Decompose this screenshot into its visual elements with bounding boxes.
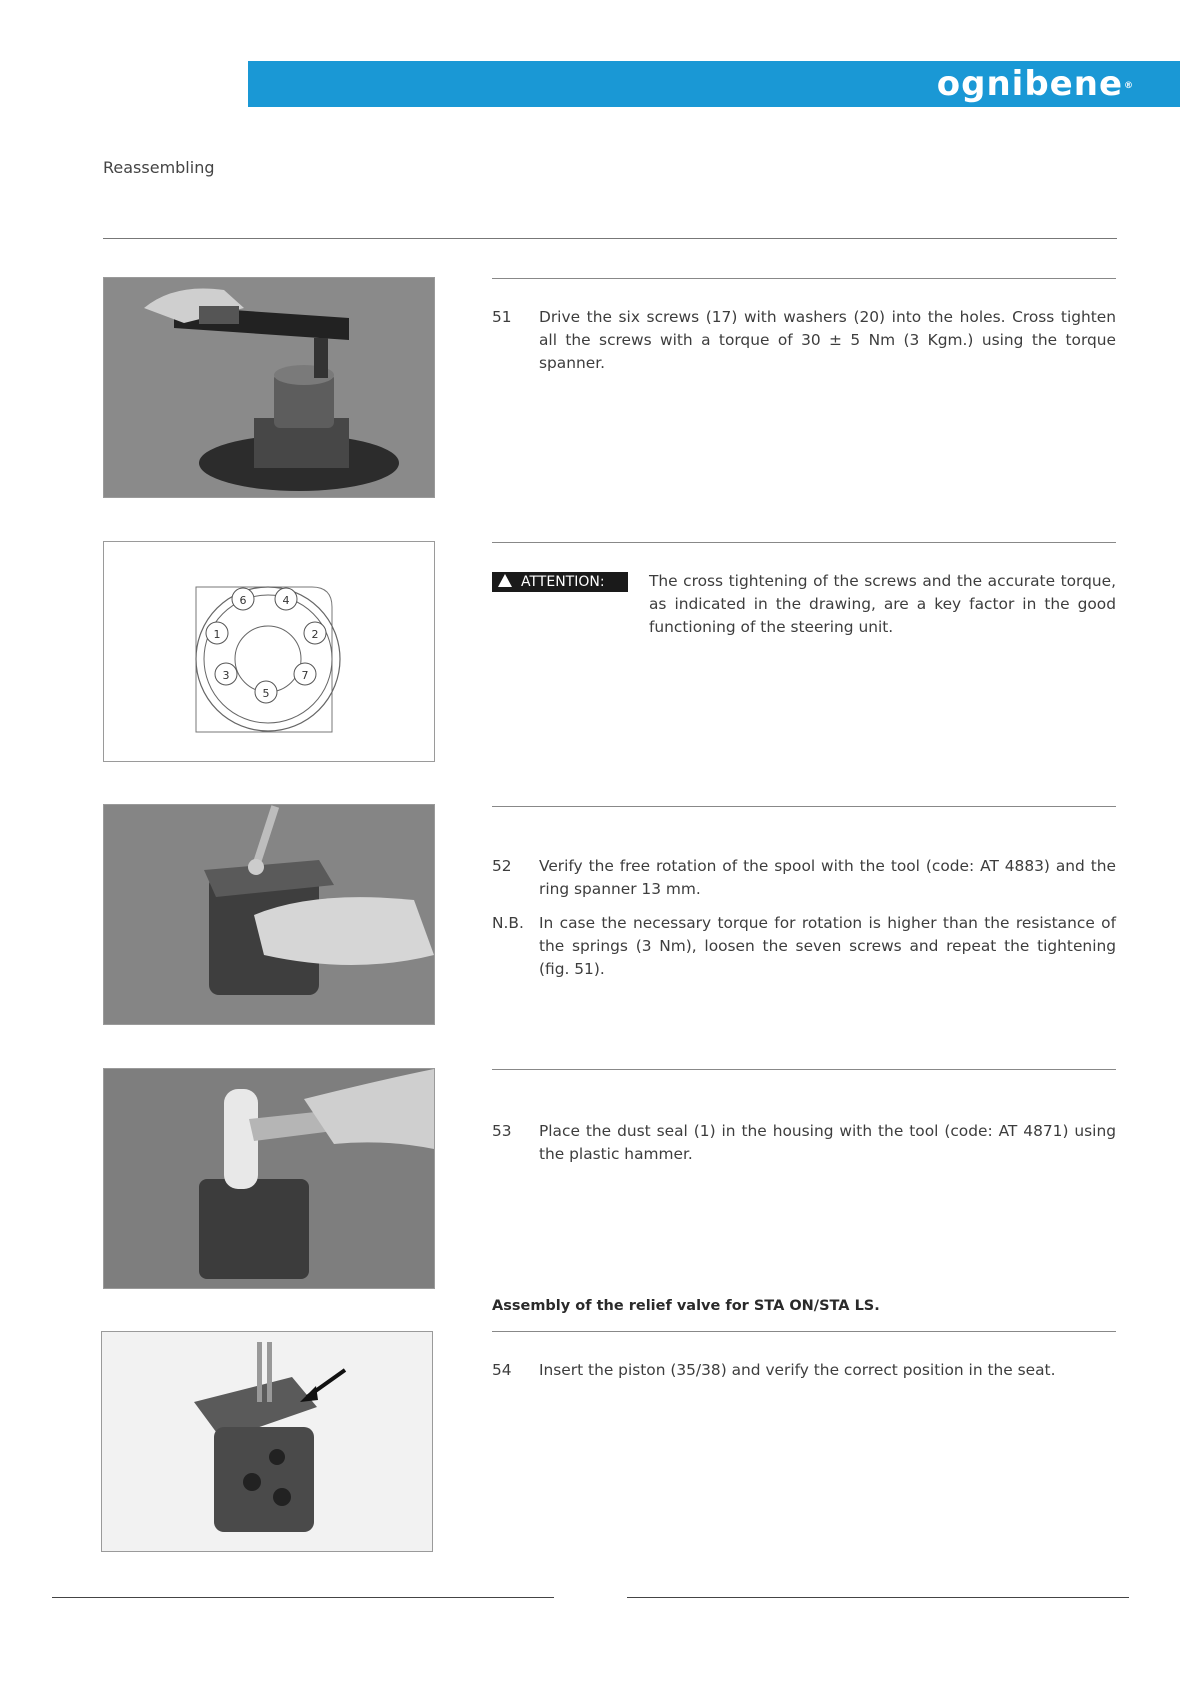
svg-text:3: 3 xyxy=(222,669,230,682)
divider-52 xyxy=(492,806,1116,807)
warning-icon xyxy=(498,574,512,587)
screw-5 xyxy=(255,681,277,703)
step-number: 54 xyxy=(492,1361,512,1379)
step-52 xyxy=(492,855,1116,901)
header-bar xyxy=(248,61,1180,107)
photo-piston xyxy=(101,1331,433,1552)
step-51 xyxy=(492,306,1116,375)
step-text: Place the dust seal (1) in the housing with the tool (code: AT 4871) using the plastic hammer. xyxy=(539,1122,1116,1163)
divider-54 xyxy=(492,1331,1116,1332)
screw-3 xyxy=(215,663,237,685)
step-number: 51 xyxy=(492,308,512,326)
attention-text: The cross tightening of the screws and the accurate torque, as indicated in the drawing, are a key factor in the good functioning of the steering unit. xyxy=(649,572,1116,636)
svg-text:4: 4 xyxy=(282,594,290,607)
step-number: 52 xyxy=(492,857,512,875)
step-text: In case the necessary torque for rotation is higher than the resistance of the springs (3 Nm), loosen the seven screws and repeat the tightening (fig. 51). xyxy=(539,914,1116,978)
subheading-relief-valve: Assembly of the relief valve for STA ON/STA LS. xyxy=(492,1298,880,1314)
section-divider xyxy=(103,238,1117,239)
step-nb xyxy=(492,912,1116,981)
footer-rule-left xyxy=(52,1597,554,1598)
attention-badge: ATTENTION: xyxy=(492,572,628,592)
step-53 xyxy=(492,1120,1116,1166)
brand-logo: ognibene® xyxy=(936,64,1134,104)
svg-text:1: 1 xyxy=(213,628,221,641)
screw-6 xyxy=(232,588,254,610)
photo-torque-spanner xyxy=(103,277,435,498)
svg-text:5: 5 xyxy=(262,687,270,700)
step-text: Verify the free rotation of the spool with the tool (code: AT 4883) and the ring spanner 13 mm. xyxy=(539,857,1116,898)
attention-note xyxy=(492,570,1116,639)
screw-1 xyxy=(206,622,228,644)
photo-dust-seal xyxy=(103,1068,435,1289)
step-text: Drive the six screws (17) with washers (20) into the holes. Cross tighten all the screws with a torque of 30 ± 5 Nm (3 Kgm.) using the torque spanner. xyxy=(539,308,1116,372)
step-54 xyxy=(492,1359,1116,1382)
divider-53 xyxy=(492,1069,1116,1070)
section-title: Reassembling xyxy=(103,158,215,177)
step-number: N.B. xyxy=(492,914,524,932)
divider-attention xyxy=(492,542,1116,543)
svg-text:2: 2 xyxy=(311,628,319,641)
screw-2 xyxy=(304,622,326,644)
photo-spool-rotation xyxy=(103,804,435,1025)
step-number: 53 xyxy=(492,1122,512,1140)
screw-4 xyxy=(275,588,297,610)
footer-rule-right xyxy=(627,1597,1129,1598)
step-text: Insert the piston (35/38) and verify the correct position in the seat. xyxy=(539,1361,1056,1379)
svg-text:7: 7 xyxy=(301,669,309,682)
divider-51 xyxy=(492,278,1116,279)
screw-7 xyxy=(294,663,316,685)
svg-text:6: 6 xyxy=(239,594,247,607)
diagram-tightening-order xyxy=(103,541,435,762)
